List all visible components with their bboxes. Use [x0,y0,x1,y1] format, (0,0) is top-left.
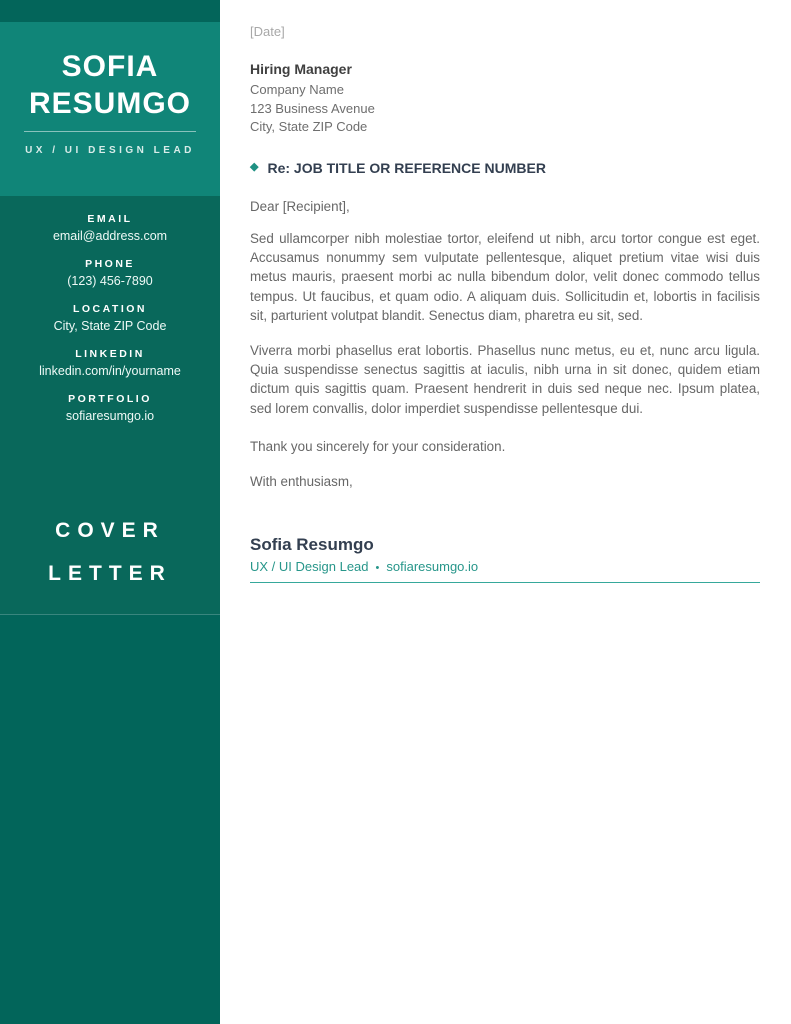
signature-name: Sofia Resumgo [250,535,374,555]
signature-block [250,535,760,583]
contact-email-label: EMAIL [87,213,133,225]
paragraph-2: Viverra morbi phasellus erat lobortis. Phasellus nunc metus, eu et, nunc arcu ligula. Quia suspendisse senectus sagittis at iaculis, nibh urna in sit donec, quidem etiam dictum quis sagittis quam. Praesent hendrerit in duis sed neque nec. Ipsum platea, sed lorem convallis, dolor imperdiet suspendisse pellentesque dui. [250,342,760,416]
date-placeholder: [Date] [250,24,285,39]
document-type-label [0,509,220,595]
recipient-city: City, State ZIP Code [250,119,368,134]
job-title: UX / UI DESIGN LEAD [25,145,195,156]
contact-section [0,196,220,614]
contact-phone-value: (123) 456-7890 [67,274,153,288]
document-type-line1: COVER [55,519,165,542]
person-last-name: RESUMGO [28,87,191,120]
salutation: Dear [Recipient], [250,198,350,214]
sidebar-top-band [0,0,220,22]
recipient-name: Hiring Manager [250,61,352,77]
subject-line [250,160,760,176]
contact-location-label: LOCATION [72,303,148,315]
signature-role-line [250,559,760,583]
letter-body [250,0,760,583]
contact-linkedin-label: LINKEDIN [75,348,145,360]
bullet-separator: • [375,562,380,575]
sidebar [0,0,220,1024]
contact-portfolio-label: PORTFOLIO [68,393,152,405]
contact-portfolio-value: sofiaresumgo.io [65,409,155,423]
contact-phone-label: PHONE [85,258,135,270]
sidebar-header [0,22,220,196]
recipient-address [250,61,760,137]
person-first-name: SOFIA [61,50,159,83]
contact-phone [0,258,220,288]
contact-portfolio [0,393,220,423]
closing-thanks: Thank you sincerely for your consideration. [250,439,506,455]
contact-location [0,303,220,333]
signature-role: UX / UI Design Lead [250,559,369,575]
recipient-street: 123 Business Avenue [250,100,375,116]
signature-site: sofiaresumgo.io [386,559,479,575]
diamond-bullet-icon: ◆ [250,161,259,173]
contact-linkedin [0,348,220,378]
person-name [0,48,220,122]
sidebar-lower-fill [0,614,220,1024]
contact-location-value: City, State ZIP Code [53,319,167,333]
recipient-company: Company Name [250,82,344,97]
contact-email-value: email@address.com [52,229,168,243]
subject-text: Re: JOB TITLE OR REFERENCE NUMBER [267,159,546,176]
name-divider [24,131,196,132]
contact-linkedin-value: linkedin.com/in/yourname [39,364,181,378]
closing-valediction: With enthusiasm, [250,474,353,490]
document-type-line2: LETTER [48,562,172,585]
paragraph-1: Sed ullamcorper nibh molestiae tortor, eleifend ut nibh, arcu tortor congue est eget. Accusamus nonummy sem vulputate pellentesque, aliquet pretium vitae wisi duis metus mauris, praesent morbi ac nulla bibendum dolor, velit donec commodo tellus tempus. Ut faucibus, et quam odio. A aliquam duis. Sollicitudin et, lobortis in facilisis sit, parturient volutpat blandit. Senectus diam, pharetra eu sit, sed. [250,230,760,324]
contact-email [0,213,220,243]
